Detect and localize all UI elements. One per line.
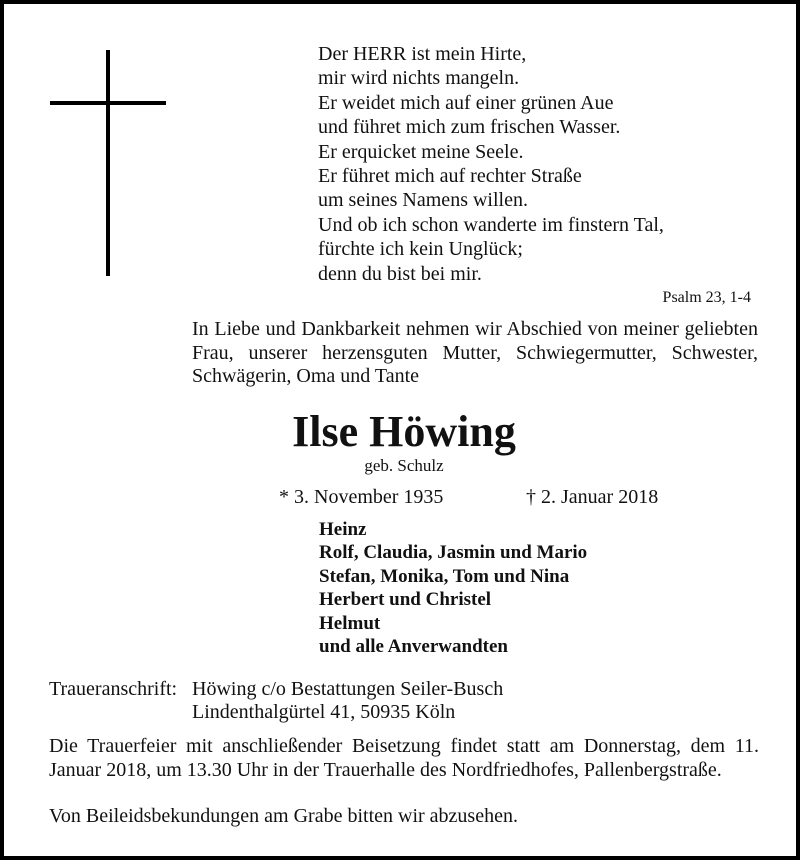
psalm-line: Er weidet mich auf einer grünen Aue xyxy=(318,91,614,114)
cross-vertical-bar xyxy=(106,50,110,276)
deceased-name: Ilse Höwing xyxy=(292,407,516,456)
mourners-list xyxy=(319,518,587,658)
psalm-line: Der HERR ist mein Hirte, xyxy=(318,43,527,65)
psalm-line: und führet mich zum frischen Wasser. xyxy=(318,116,621,139)
maiden-name: geb. Schulz xyxy=(364,456,444,475)
psalm-line: mir wird nichts mangeln. xyxy=(318,67,520,90)
farewell-intro: In Liebe und Dankbarkeit nehmen wir Abschied von meiner geliebten Frau, unserer herzensguten Mutter, Schwiegermutter, Schwester, Schwägerin, Oma und Tante xyxy=(192,318,758,387)
psalm-reference: Psalm 23, 1-4 xyxy=(662,289,751,306)
mourner-entry: Helmut xyxy=(319,612,381,634)
address-label: Traueranschrift: xyxy=(49,678,178,700)
psalm-line: um seines Namens willen. xyxy=(318,189,528,212)
psalm-line: fürchte ich kein Unglück; xyxy=(318,238,523,261)
birth-date: * 3. November 1935 xyxy=(279,486,444,508)
mourner-entry: und alle Anverwandten xyxy=(319,636,508,658)
cross-horizontal-bar xyxy=(50,101,166,105)
psalm-line: Und ob ich schon wanderte im finstern Tal, xyxy=(318,213,664,236)
psalm-verse xyxy=(318,42,664,286)
death-date: † 2. Januar 2018 xyxy=(526,486,659,508)
psalm-line: denn du bist bei mir. xyxy=(318,262,482,285)
psalm-line: Er erquicket meine Seele. xyxy=(318,140,524,163)
mourner-entry: Heinz xyxy=(319,519,367,540)
mourner-entry: Herbert und Christel xyxy=(319,589,492,611)
mourner-entry: Stefan, Monika, Tom und Nina xyxy=(319,565,570,587)
condolence-note: Von Beileidsbekundungen am Grabe bitten wir abzusehen. xyxy=(49,805,518,827)
address-line-1: Höwing c/o Bestattungen Seiler-Busch xyxy=(192,678,504,700)
mourner-entry: Rolf, Claudia, Jasmin und Mario xyxy=(319,542,588,564)
address-line-2: Lindenthalgürtel 41, 50935 Köln xyxy=(192,701,456,723)
ceremony-details: Die Trauerfeier mit anschließender Beisetzung findet statt am Donnerstag, dem 11. Januar 2018, um 13.30 Uhr in der Trauerhalle des Nordfriedhofes, Pallenbergstraße. xyxy=(49,735,759,781)
psalm-line: Er führet mich auf rechter Straße xyxy=(318,165,582,188)
